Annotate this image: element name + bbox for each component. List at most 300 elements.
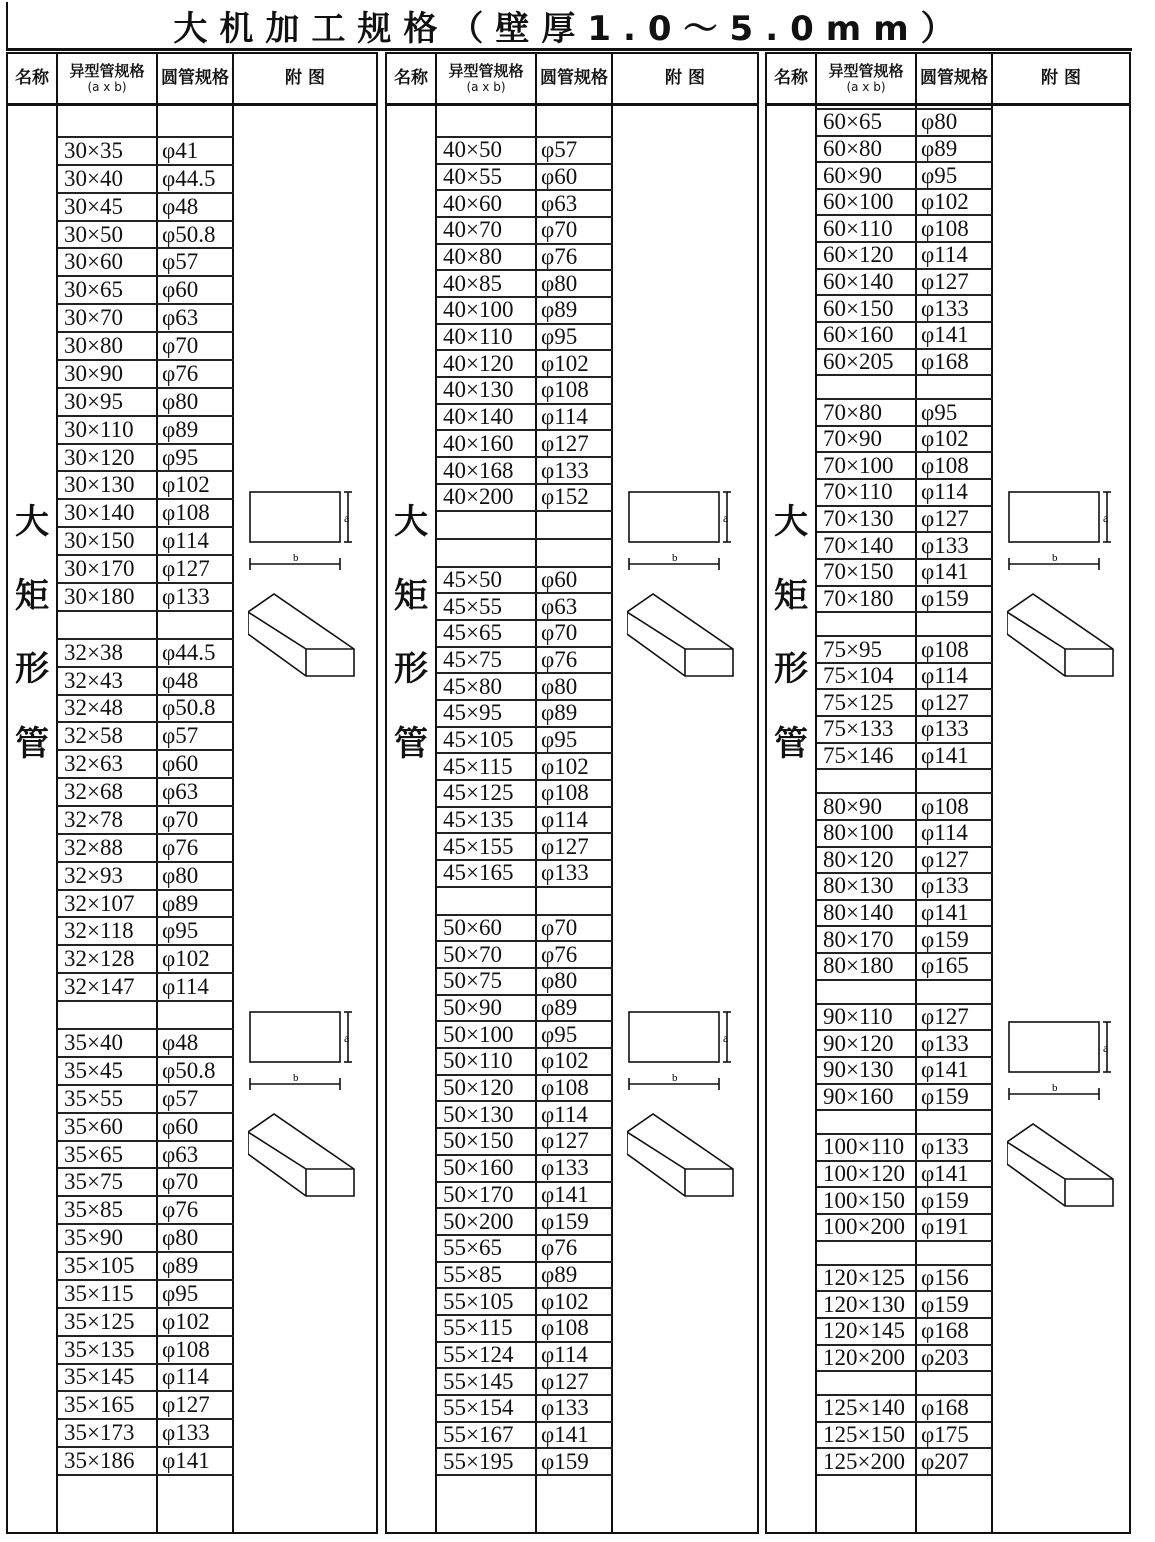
round-spec-cell: φ89 [541,297,578,323]
rectangular-tube-figure [627,1004,739,1204]
shape-spec-cell: 80×100 [823,820,894,846]
round-spec-cell: φ76 [541,646,578,672]
round-spec-cell: φ133 [921,873,969,899]
shape-spec-cell: 40×80 [443,244,502,270]
round-spec-cell: φ89 [921,135,958,161]
shape-spec-cell: 50×130 [443,1101,514,1127]
name-cell [387,106,437,1532]
shape-spec-cell: 75×125 [823,689,894,715]
name-char: 大 [394,502,428,542]
shape-spec-cell: 45×155 [443,833,514,859]
round-spec-cell: φ114 [541,404,588,430]
round-spec-cell: φ63 [541,593,578,619]
shape-spec-cell: 50×200 [443,1208,514,1234]
table-row [817,1474,993,1477]
round-spec-cell: φ70 [162,333,199,359]
shape-spec-cell: 55×115 [443,1315,513,1341]
dimension-b-label: b [672,552,678,564]
dimension-b-label: b [1052,552,1058,564]
round-spec-cell: φ102 [541,1288,589,1314]
shape-spec-cell: 60×120 [823,242,894,268]
name-char: 大 [774,502,808,542]
shape-spec-cell: 32×68 [64,779,123,805]
shape-spec-cell: 120×145 [823,1318,905,1344]
round-spec-cell: φ127 [921,1003,969,1029]
header-shape-spec [437,54,537,106]
round-spec-cell: φ108 [541,377,589,403]
isometric-tube-icon [248,594,354,676]
round-spec-cell: φ89 [162,1252,199,1278]
round-spec-cell: φ57 [162,723,199,749]
round-spec-cell: φ133 [541,860,589,886]
round-spec-cell: φ80 [541,968,578,994]
round-spec-cell: φ57 [162,249,199,275]
round-spec-cell: φ127 [541,1368,589,1394]
round-spec-cell: φ70 [541,217,578,243]
round-spec-cell: φ127 [541,1128,589,1154]
name-char: 形 [774,649,808,689]
shape-spec-cell: 35×45 [64,1057,123,1083]
shape-spec-cell: 32×93 [64,862,123,888]
shape-spec-cell: 80×180 [823,953,894,979]
round-spec-cell: φ50.8 [162,695,216,721]
round-spec-cell: φ133 [921,716,969,742]
shape-spec-cell: 45×165 [443,860,514,886]
spec-column-1 [6,52,378,1534]
shape-spec-cell: 90×120 [823,1030,894,1056]
shape-spec-cell: 40×168 [443,457,514,483]
shape-spec-cell: 30×150 [64,528,135,554]
shape-spec-cell: 80×90 [823,793,882,819]
shape-spec-cell: 75×133 [823,716,894,742]
shape-spec-cell: 125×200 [823,1448,905,1474]
rectangular-tube-figure [1007,484,1119,684]
round-spec-cell: φ102 [541,1048,589,1074]
round-spec-cell: φ80 [921,109,958,135]
shape-spec-cell: 40×120 [443,350,514,376]
dimension-b-label: b [293,1072,299,1084]
shape-spec-cell: 45×80 [443,673,502,699]
round-spec-cell: φ114 [921,663,968,689]
name-char: 矩 [774,576,808,616]
round-spec-cell: φ108 [921,452,969,478]
shape-spec-cell: 30×170 [64,555,135,581]
shape-spec-cell: 120×125 [823,1264,905,1290]
shape-spec-cell: 35×135 [64,1336,135,1362]
shape-spec-cell: 70×180 [823,585,894,611]
round-spec-cell: φ114 [541,1341,588,1367]
round-spec-cell: φ89 [541,1261,578,1287]
name-cell [767,106,817,1532]
round-spec-cell: φ108 [921,793,969,819]
round-spec-cell: φ133 [921,295,969,321]
round-spec-cell: φ95 [162,1280,199,1306]
shape-spec-cell: 40×85 [443,270,502,296]
shape-spec-cell: 45×65 [443,620,502,646]
round-spec-cell: φ76 [162,834,199,860]
table-row [817,1240,993,1243]
dimension-b-label: b [293,552,299,564]
shape-spec-cell: 70×110 [823,479,893,505]
round-spec-cell: φ159 [921,1291,969,1317]
dimension-a-label: a [723,511,729,525]
header-shape-spec-label: 异型管规格 [69,61,145,80]
dimension-a-label: a [344,1031,350,1045]
table-row [437,510,613,513]
shape-spec-cell: 50×150 [443,1128,514,1154]
round-spec-cell: φ108 [162,1336,210,1362]
shape-spec-cell: 30×110 [64,416,134,442]
shape-spec-cell: 45×105 [443,726,514,752]
name-char: 形 [394,649,428,689]
round-spec-cell: φ70 [162,1169,199,1195]
shape-spec-cell: 35×55 [64,1085,123,1111]
round-spec-cell: φ114 [541,1101,588,1127]
round-spec-cell: φ114 [921,479,968,505]
shape-spec-cell: 40×50 [443,137,502,163]
round-spec-cell: φ141 [921,1161,969,1187]
round-spec-cell: φ63 [162,1141,199,1167]
round-spec-cell: φ89 [162,416,199,442]
shape-spec-cell: 30×140 [64,500,135,526]
shape-spec-cell: 40×160 [443,430,514,456]
spec-column-2 [385,52,759,1534]
shape-spec-cell: 70×90 [823,426,882,452]
shape-spec-cell: 30×130 [64,472,135,498]
table-row [817,1109,993,1112]
round-spec-cell: φ141 [921,559,969,585]
rectangular-tube-figure [627,484,739,684]
rectangular-tube-figure [248,484,360,684]
round-spec-cell: φ80 [162,388,199,414]
shape-spec-cell: 35×145 [64,1364,135,1390]
cross-section-icon [250,1012,352,1090]
round-spec-cell: φ127 [921,506,969,532]
shape-spec-cell: 100×150 [823,1187,905,1213]
round-spec-cell: φ156 [921,1264,969,1290]
round-spec-cell: φ89 [162,890,199,916]
isometric-tube-icon [627,1114,733,1196]
round-spec-cell: φ127 [921,269,969,295]
shape-spec-cell: 45×50 [443,566,502,592]
shape-spec-cell: 30×45 [64,193,123,219]
round-spec-cell: φ133 [541,1155,589,1181]
header-shape-spec-label: 异型管规格 [448,61,524,80]
shape-spec-cell: 35×40 [64,1030,123,1056]
round-spec-cell: φ191 [921,1214,969,1240]
shape-spec-cell: 40×200 [443,484,514,510]
shape-spec-cell: 90×130 [823,1057,894,1083]
round-spec-cell: φ102 [541,753,589,779]
round-spec-cell: φ95 [921,162,958,188]
header-round-spec: 圆管规格 [158,54,234,106]
isometric-tube-icon [1007,594,1113,676]
table-row [817,1370,993,1373]
shape-spec-cell: 70×100 [823,452,894,478]
shape-spec-cell: 30×80 [64,333,123,359]
shape-spec-cell: 60×150 [823,295,894,321]
header-shape-spec-unit: (a x b) [87,79,127,94]
shape-spec-cell: 30×60 [64,249,123,275]
shape-spec-cell: 32×63 [64,751,123,777]
round-spec-cell: φ95 [541,726,578,752]
shape-spec-cell: 35×75 [64,1169,123,1195]
round-spec-cell: φ108 [162,500,210,526]
header-shape-spec-label: 异型管规格 [828,61,904,80]
round-spec-cell: φ41 [162,137,199,163]
shape-spec-cell: 32×128 [64,946,135,972]
round-spec-cell: φ76 [162,1197,199,1223]
shape-spec-cell: 45×75 [443,646,502,672]
round-spec-cell: φ95 [162,444,199,470]
shape-spec-cell: 75×104 [823,663,894,689]
round-spec-cell: φ80 [541,270,578,296]
round-spec-cell: φ114 [162,528,209,554]
name-char: 管 [774,724,808,764]
round-spec-cell: φ50.8 [162,1057,216,1083]
round-spec-cell: φ102 [921,189,969,215]
shape-spec-cell: 32×107 [64,890,135,916]
shape-spec-cell: 40×60 [443,190,502,216]
cross-section-icon [1009,492,1111,570]
shape-spec-cell: 60×100 [823,189,894,215]
name-char: 管 [394,724,428,764]
name-char: 大 [15,502,49,542]
shape-spec-cell: 70×140 [823,532,894,558]
round-spec-cell: φ70 [162,806,199,832]
shape-spec-cell: 40×130 [443,377,514,403]
shape-spec-cell: 45×135 [443,807,514,832]
round-spec-cell: φ141 [921,1057,969,1083]
shape-spec-cell: 40×55 [443,164,502,190]
round-spec-cell: φ60 [541,566,578,592]
round-spec-cell: φ102 [162,1308,210,1334]
round-spec-cell: φ141 [541,1181,589,1207]
round-spec-cell: φ44.5 [162,639,216,665]
header-name: 名称 [387,54,437,106]
shape-spec-cell: 45×95 [443,700,502,726]
round-spec-cell: φ159 [541,1208,589,1234]
round-spec-cell: φ60 [541,164,578,190]
round-spec-cell: φ80 [541,673,578,699]
shape-spec-cell: 32×38 [64,639,123,665]
dimension-a-label: a [344,511,350,525]
shape-spec-cell: 50×110 [443,1048,513,1074]
shape-spec-cell: 50×120 [443,1075,514,1101]
shape-spec-cell: 55×154 [443,1395,514,1421]
shape-spec-cell: 120×130 [823,1291,905,1317]
shape-spec-cell: 60×90 [823,162,882,188]
round-spec-cell: φ108 [921,215,969,241]
shape-spec-cell: 100×200 [823,1214,905,1240]
cross-section-icon [250,492,352,570]
shape-spec-cell: 70×150 [823,559,894,585]
table-row [817,768,993,771]
round-spec-cell: φ95 [541,1021,578,1047]
round-spec-cell: φ114 [921,820,968,846]
table-row [58,1474,234,1477]
round-spec-cell: φ141 [921,900,969,926]
shape-spec-cell: 50×160 [443,1155,514,1181]
round-spec-cell: φ102 [541,350,589,376]
shape-spec-cell: 55×65 [443,1235,502,1261]
round-spec-cell: φ159 [541,1448,589,1474]
round-spec-cell: φ108 [541,1315,589,1341]
shape-spec-cell: 60×205 [823,348,894,374]
shape-spec-cell: 45×55 [443,593,502,619]
round-spec-cell: φ159 [921,1083,969,1109]
cross-section-icon [629,492,731,570]
round-spec-cell: φ70 [541,620,578,646]
name-char: 形 [15,649,49,689]
header-shape-spec [58,54,158,106]
shape-spec-cell: 60×80 [823,135,882,161]
shape-spec-cell: 55×195 [443,1448,514,1474]
shape-spec-cell: 32×48 [64,695,123,721]
shape-spec-cell: 35×105 [64,1252,135,1278]
shape-spec-cell: 30×70 [64,305,123,331]
round-spec-cell: φ48 [162,667,199,693]
isometric-tube-icon [1007,1124,1113,1206]
shape-spec-cell: 40×110 [443,324,513,350]
name-char: 矩 [394,576,428,616]
shape-spec-cell: 125×140 [823,1395,905,1421]
table-row [58,1000,234,1003]
round-spec-cell: φ48 [162,1030,199,1056]
rectangular-tube-figure [1007,1014,1119,1214]
round-spec-cell: φ108 [921,636,969,662]
header-figure: 附 图 [234,54,376,106]
round-spec-cell: φ203 [921,1344,969,1370]
shape-spec-cell: 32×118 [64,918,134,944]
table-row [437,886,613,889]
table-row [58,610,234,613]
shape-spec-cell: 50×100 [443,1021,514,1047]
round-spec-cell: φ76 [541,244,578,270]
round-spec-cell: φ127 [162,1392,210,1418]
round-spec-cell: φ60 [162,277,199,303]
round-spec-cell: φ168 [921,348,969,374]
shape-spec-cell: 80×120 [823,846,894,872]
round-spec-cell: φ133 [921,532,969,558]
round-spec-cell: φ48 [162,193,199,219]
shape-spec-cell: 30×35 [64,137,123,163]
dimension-a-label: a [1103,511,1109,525]
shape-spec-cell: 32×147 [64,974,135,1000]
round-spec-cell: φ133 [921,1134,969,1160]
shape-spec-cell: 60×110 [823,215,893,241]
header-name: 名称 [8,54,58,106]
rectangular-tube-figure [248,1004,360,1204]
round-spec-cell: φ133 [162,1420,210,1446]
table-row [437,538,613,541]
round-spec-cell: φ141 [541,1421,589,1447]
shape-spec-cell: 75×95 [823,636,882,662]
shape-spec-cell: 80×170 [823,926,894,952]
round-spec-cell: φ141 [162,1448,210,1474]
shape-spec-cell: 35×165 [64,1392,135,1418]
shape-spec-cell: 100×110 [823,1134,905,1160]
dimension-b-label: b [1052,1082,1058,1094]
shape-spec-cell: 55×167 [443,1421,514,1447]
shape-spec-cell: 60×65 [823,109,882,135]
shape-spec-cell: 60×160 [823,322,894,348]
isometric-tube-icon [627,594,733,676]
round-spec-cell: φ127 [921,689,969,715]
round-spec-cell: φ63 [162,305,199,331]
round-spec-cell: φ70 [541,915,578,941]
round-spec-cell: φ159 [921,1187,969,1213]
page-title: 大机加工规格（壁厚1.0～5.0mm） [6,2,1132,51]
shape-spec-cell: 50×70 [443,941,502,967]
round-spec-cell: φ175 [921,1422,969,1448]
shape-spec-cell: 70×130 [823,506,894,532]
header-figure: 附 图 [613,54,757,106]
shape-spec-cell: 40×70 [443,217,502,243]
header-shape-spec-unit: (a x b) [846,79,886,94]
shape-spec-cell: 90×160 [823,1083,894,1109]
round-spec-cell: φ127 [541,833,589,859]
round-spec-cell: φ63 [541,190,578,216]
name-cell [8,106,58,1532]
round-spec-cell: φ133 [541,1395,589,1421]
shape-spec-cell: 70×80 [823,399,882,425]
header-shape-spec-unit: (a x b) [466,79,506,94]
shape-spec-cell: 50×75 [443,968,502,994]
round-spec-cell: φ114 [921,242,968,268]
round-spec-cell: φ102 [162,472,210,498]
shape-spec-cell: 80×140 [823,900,894,926]
shape-spec-cell: 40×140 [443,404,514,430]
round-spec-cell: φ133 [921,1030,969,1056]
shape-spec-cell: 35×173 [64,1420,135,1446]
shape-spec-cell: 30×180 [64,583,135,609]
shape-spec-cell: 55×145 [443,1368,514,1394]
shape-spec-cell: 30×90 [64,360,123,386]
shape-spec-cell: 55×85 [443,1261,502,1287]
spec-column-3 [765,52,1131,1534]
shape-spec-cell: 30×65 [64,277,123,303]
round-spec-cell: φ50.8 [162,221,216,247]
shape-spec-cell: 30×95 [64,388,123,414]
round-spec-cell: φ80 [162,862,199,888]
shape-spec-cell: 50×60 [443,915,502,941]
shape-spec-cell: 45×115 [443,753,513,779]
shape-spec-cell: 35×85 [64,1197,123,1223]
round-spec-cell: φ95 [541,324,578,350]
name-char: 矩 [15,576,49,616]
round-spec-cell: φ207 [921,1448,969,1474]
round-spec-cell: φ76 [162,360,199,386]
round-spec-cell: φ114 [541,807,588,832]
cross-section-icon [1009,1022,1111,1100]
round-spec-cell: φ127 [162,555,210,581]
round-spec-cell: φ63 [162,779,199,805]
dimension-a-label: a [1103,1041,1109,1055]
shape-spec-cell: 40×100 [443,297,514,323]
dimension-a-label: a [723,1031,729,1045]
round-spec-cell: φ127 [921,846,969,872]
table-row [817,374,993,377]
round-spec-cell: φ133 [162,583,210,609]
round-spec-cell: φ141 [921,743,969,768]
shape-spec-cell: 45×125 [443,780,514,806]
round-spec-cell: φ102 [921,426,969,452]
shape-spec-cell: 75×146 [823,743,894,768]
round-spec-cell: φ108 [541,780,589,806]
round-spec-cell: φ168 [921,1318,969,1344]
shape-spec-cell: 32×78 [64,806,123,832]
